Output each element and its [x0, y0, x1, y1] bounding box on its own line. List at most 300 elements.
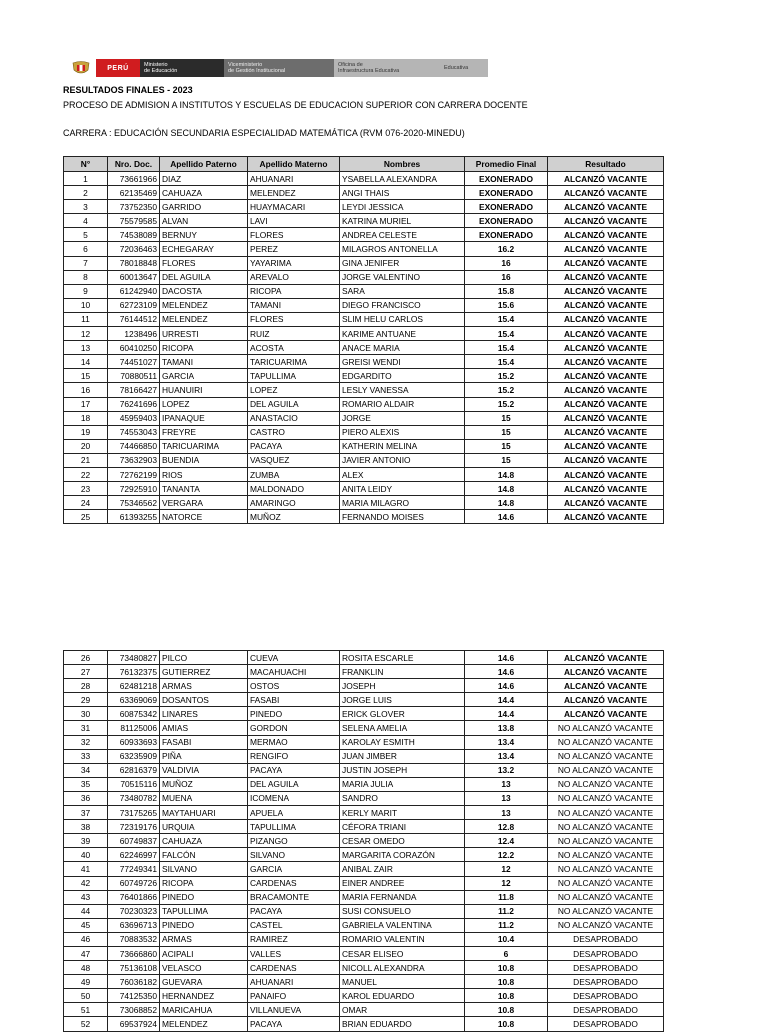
- cell-resultado: NO ALCANZÓ VACANTE: [548, 749, 664, 763]
- cell-nombres: MANUEL: [340, 975, 465, 989]
- cell-resultado: NO ALCANZÓ VACANTE: [548, 918, 664, 932]
- cell-number: 18: [64, 411, 108, 425]
- cell-apellido-materno: SILVANO: [248, 848, 340, 862]
- cell-nombres: DIEGO FRANCISCO: [340, 298, 465, 312]
- cell-apellido-paterno: MARICAHUA: [160, 1003, 248, 1017]
- cell-apellido-paterno: GARRIDO: [160, 200, 248, 214]
- cell-apellido-materno: BRACAMONTE: [248, 890, 340, 904]
- table-row: [64, 651, 664, 665]
- table-row: [64, 453, 664, 467]
- cell-resultado: NO ALCANZÓ VACANTE: [548, 876, 664, 890]
- ministry-header: [66, 59, 490, 77]
- cell-doc: 76144512: [108, 312, 160, 326]
- table-row: [64, 327, 664, 341]
- cell-nombres: ROMARIO VALENTIN: [340, 932, 465, 946]
- table-row: [64, 312, 664, 326]
- cell-apellido-paterno: ARMAS: [160, 679, 248, 693]
- table-row: [64, 791, 664, 805]
- cell-number: 49: [64, 975, 108, 989]
- cell-apellido-paterno: CAHUAZA: [160, 186, 248, 200]
- cell-doc: 72319176: [108, 820, 160, 834]
- table-row: [64, 834, 664, 848]
- cell-apellido-paterno: FLORES: [160, 256, 248, 270]
- table-row: [64, 777, 664, 791]
- cell-apellido-materno: TAPULLIMA: [248, 369, 340, 383]
- cell-promedio: 10.8: [465, 1003, 548, 1017]
- cell-nombres: KARIME ANTUANE: [340, 327, 465, 341]
- table-row: [64, 763, 664, 777]
- cell-apellido-paterno: FASABI: [160, 735, 248, 749]
- cell-promedio: 12: [465, 876, 548, 890]
- cell-promedio: 15.2: [465, 397, 548, 411]
- table-header-row: [64, 157, 664, 172]
- cell-doc: 73666860: [108, 946, 160, 960]
- cell-number: 36: [64, 791, 108, 805]
- cell-number: 26: [64, 651, 108, 665]
- table-row: [64, 510, 664, 524]
- cell-number: 33: [64, 749, 108, 763]
- cell-doc: 62723109: [108, 298, 160, 312]
- cell-number: 2: [64, 186, 108, 200]
- cell-doc: 70515116: [108, 777, 160, 791]
- table-row: [64, 989, 664, 1003]
- cell-apellido-paterno: TAPULLIMA: [160, 904, 248, 918]
- cell-promedio: 15.2: [465, 383, 548, 397]
- cell-promedio: 15.6: [465, 298, 548, 312]
- cell-nombres: ALEX: [340, 467, 465, 481]
- table-row: [64, 228, 664, 242]
- cell-promedio: 12.8: [465, 820, 548, 834]
- cell-apellido-paterno: MAYTAHUARI: [160, 806, 248, 820]
- peru-shield-icon: [66, 59, 96, 77]
- cell-apellido-paterno: MELENDEZ: [160, 312, 248, 326]
- cell-apellido-materno: ICOMENA: [248, 791, 340, 805]
- cell-doc: 78018848: [108, 256, 160, 270]
- cell-promedio: 15.4: [465, 327, 548, 341]
- cell-apellido-materno: OSTOS: [248, 679, 340, 693]
- col-header-apellido-paterno: Apellido Paterno: [160, 157, 248, 172]
- cell-apellido-materno: FASABI: [248, 693, 340, 707]
- cell-apellido-paterno: CAHUAZA: [160, 834, 248, 848]
- cell-apellido-paterno: TAMANI: [160, 355, 248, 369]
- cell-resultado: NO ALCANZÓ VACANTE: [548, 806, 664, 820]
- cell-doc: 75579585: [108, 214, 160, 228]
- cell-promedio: 12.4: [465, 834, 548, 848]
- table-row: [64, 256, 664, 270]
- cell-number: 44: [64, 904, 108, 918]
- cell-nombres: MARGARITA CORAZÓN: [340, 848, 465, 862]
- cell-number: 40: [64, 848, 108, 862]
- cell-promedio: 10.8: [465, 975, 548, 989]
- table-row: [64, 214, 664, 228]
- cell-apellido-materno: HUAYMACARI: [248, 200, 340, 214]
- col-header-nombres: Nombres: [340, 157, 465, 172]
- table-row: [64, 946, 664, 960]
- cell-number: 9: [64, 284, 108, 298]
- table-row: [64, 425, 664, 439]
- table-row: [64, 932, 664, 946]
- cell-resultado: ALCANZÓ VACANTE: [548, 383, 664, 397]
- cell-apellido-paterno: BERNUY: [160, 228, 248, 242]
- cell-resultado: ALCANZÓ VACANTE: [548, 242, 664, 256]
- cell-promedio: 11.2: [465, 904, 548, 918]
- cell-resultado: NO ALCANZÓ VACANTE: [548, 834, 664, 848]
- cell-nombres: KATRINA MURIEL: [340, 214, 465, 228]
- cell-doc: 74538089: [108, 228, 160, 242]
- table-row: [64, 270, 664, 284]
- cell-apellido-materno: PIZANGO: [248, 834, 340, 848]
- cell-apellido-materno: AHUANARI: [248, 975, 340, 989]
- cell-resultado: NO ALCANZÓ VACANTE: [548, 904, 664, 918]
- cell-apellido-paterno: PINEDO: [160, 890, 248, 904]
- table-row: [64, 806, 664, 820]
- cell-number: 30: [64, 707, 108, 721]
- cell-apellido-paterno: VERGARA: [160, 496, 248, 510]
- cell-nombres: LEYDI JESSICA: [340, 200, 465, 214]
- table-row: [64, 172, 664, 186]
- cell-doc: 74451027: [108, 355, 160, 369]
- table-row: [64, 496, 664, 510]
- cell-number: 7: [64, 256, 108, 270]
- table-row: [64, 848, 664, 862]
- cell-resultado: ALCANZÓ VACANTE: [548, 397, 664, 411]
- cell-doc: 72036463: [108, 242, 160, 256]
- cell-nombres: JUSTIN JOSEPH: [340, 763, 465, 777]
- cell-apellido-paterno: RICOPA: [160, 876, 248, 890]
- cell-resultado: ALCANZÓ VACANTE: [548, 327, 664, 341]
- cell-resultado: ALCANZÓ VACANTE: [548, 256, 664, 270]
- table-row: [64, 467, 664, 481]
- cell-promedio: 15.4: [465, 355, 548, 369]
- cell-apellido-paterno: DACOSTA: [160, 284, 248, 298]
- cell-resultado: ALCANZÓ VACANTE: [548, 312, 664, 326]
- cell-promedio: 15: [465, 453, 548, 467]
- cell-apellido-materno: TAMANI: [248, 298, 340, 312]
- cell-apellido-materno: PINEDO: [248, 707, 340, 721]
- col-header-apellido-materno: Apellido Materno: [248, 157, 340, 172]
- cell-apellido-materno: CUEVA: [248, 651, 340, 665]
- cell-promedio: 13.2: [465, 763, 548, 777]
- cell-promedio: 16.2: [465, 242, 548, 256]
- cell-resultado: DESAPROBADO: [548, 961, 664, 975]
- cell-apellido-paterno: URRESTI: [160, 327, 248, 341]
- cell-promedio: EXONERADO: [465, 172, 548, 186]
- cell-nombres: JORGE LUIS: [340, 693, 465, 707]
- cell-apellido-materno: PANAIFO: [248, 989, 340, 1003]
- cell-number: 45: [64, 918, 108, 932]
- cell-number: 15: [64, 369, 108, 383]
- cell-number: 3: [64, 200, 108, 214]
- cell-number: 24: [64, 496, 108, 510]
- cell-apellido-paterno: VELASCO: [160, 961, 248, 975]
- cell-doc: 72925910: [108, 482, 160, 496]
- cell-resultado: ALCANZÓ VACANTE: [548, 439, 664, 453]
- cell-apellido-paterno: AMIAS: [160, 721, 248, 735]
- cell-number: 21: [64, 453, 108, 467]
- table-row: [64, 918, 664, 932]
- cell-doc: 63369069: [108, 693, 160, 707]
- cell-apellido-paterno: ECHEGARAY: [160, 242, 248, 256]
- cell-resultado: NO ALCANZÓ VACANTE: [548, 848, 664, 862]
- cell-promedio: 14.6: [465, 510, 548, 524]
- cell-promedio: 13: [465, 777, 548, 791]
- cell-promedio: 12.2: [465, 848, 548, 862]
- cell-apellido-materno: APUELA: [248, 806, 340, 820]
- cell-apellido-materno: TAPULLIMA: [248, 820, 340, 834]
- cell-apellido-paterno: DIAZ: [160, 172, 248, 186]
- cell-promedio: EXONERADO: [465, 214, 548, 228]
- cell-number: 16: [64, 383, 108, 397]
- cell-apellido-paterno: RICOPA: [160, 341, 248, 355]
- cell-promedio: 6: [465, 946, 548, 960]
- cell-doc: 72762199: [108, 467, 160, 481]
- cell-number: 19: [64, 425, 108, 439]
- cell-apellido-materno: MACAHUACHI: [248, 665, 340, 679]
- cell-nombres: SARA: [340, 284, 465, 298]
- cell-nombres: MARIA FERNANDA: [340, 890, 465, 904]
- cell-apellido-paterno: ALVAN: [160, 214, 248, 228]
- cell-nombres: YSABELLA ALEXANDRA: [340, 172, 465, 186]
- cell-apellido-materno: VASQUEZ: [248, 453, 340, 467]
- cell-number: 10: [64, 298, 108, 312]
- cell-apellido-paterno: MUENA: [160, 791, 248, 805]
- cell-apellido-materno: YAYARIMA: [248, 256, 340, 270]
- cell-nombres: ANDREA CELESTE: [340, 228, 465, 242]
- cell-promedio: 10.8: [465, 989, 548, 1003]
- cell-apellido-paterno: RIOS: [160, 467, 248, 481]
- cell-doc: 61393255: [108, 510, 160, 524]
- cell-resultado: ALCANZÓ VACANTE: [548, 453, 664, 467]
- cell-number: 23: [64, 482, 108, 496]
- cell-nombres: JAVIER ANTONIO: [340, 453, 465, 467]
- table-row: [64, 735, 664, 749]
- cell-nombres: JOSEPH: [340, 679, 465, 693]
- table-row: [64, 862, 664, 876]
- cell-number: 46: [64, 932, 108, 946]
- cell-apellido-paterno: FREYRE: [160, 425, 248, 439]
- cell-resultado: ALCANZÓ VACANTE: [548, 214, 664, 228]
- cell-apellido-materno: TARICUARIMA: [248, 355, 340, 369]
- cell-nombres: MARIA MILAGRO: [340, 496, 465, 510]
- cell-promedio: 14.6: [465, 665, 548, 679]
- cell-number: 13: [64, 341, 108, 355]
- cell-doc: 45959403: [108, 411, 160, 425]
- cell-nombres: FERNANDO MOISES: [340, 510, 465, 524]
- table-row: [64, 298, 664, 312]
- carrera-label: CARRERA : EDUCACIÓN SECUNDARIA ESPECIALIDAD MATEMÁTICA (RVM 076-2020-MINEDU): [63, 128, 465, 138]
- cell-resultado: ALCANZÓ VACANTE: [548, 467, 664, 481]
- peru-label: PERÚ: [96, 59, 140, 77]
- cell-doc: 60875342: [108, 707, 160, 721]
- cell-promedio: 13.4: [465, 749, 548, 763]
- table-row: [64, 961, 664, 975]
- cell-apellido-materno: PACAYA: [248, 904, 340, 918]
- col-header-resultado: Resultado: [548, 157, 664, 172]
- cell-promedio: 15.4: [465, 341, 548, 355]
- cell-apellido-paterno: DEL AGUILA: [160, 270, 248, 284]
- page-title: RESULTADOS FINALES - 2023: [63, 85, 193, 95]
- oficina-label: Oficina de Infraestructura Educativa: [334, 59, 442, 77]
- cell-resultado: ALCANZÓ VACANTE: [548, 496, 664, 510]
- cell-apellido-paterno: URQUIA: [160, 820, 248, 834]
- cell-resultado: ALCANZÓ VACANTE: [548, 284, 664, 298]
- cell-promedio: 16: [465, 256, 548, 270]
- cell-resultado: ALCANZÓ VACANTE: [548, 172, 664, 186]
- cell-doc: 60749837: [108, 834, 160, 848]
- cell-nombres: SLIM HELU CARLOS: [340, 312, 465, 326]
- cell-apellido-materno: GARCIA: [248, 862, 340, 876]
- table-row: [64, 904, 664, 918]
- cell-resultado: DESAPROBADO: [548, 989, 664, 1003]
- cell-number: 51: [64, 1003, 108, 1017]
- cell-resultado: NO ALCANZÓ VACANTE: [548, 735, 664, 749]
- cell-apellido-materno: CASTRO: [248, 425, 340, 439]
- cell-apellido-materno: CASTEL: [248, 918, 340, 932]
- cell-doc: 70883532: [108, 932, 160, 946]
- cell-resultado: DESAPROBADO: [548, 946, 664, 960]
- cell-apellido-materno: RENGIFO: [248, 749, 340, 763]
- cell-number: 43: [64, 890, 108, 904]
- cell-apellido-paterno: MELENDEZ: [160, 1017, 248, 1031]
- cell-number: 11: [64, 312, 108, 326]
- cell-doc: 69537924: [108, 1017, 160, 1031]
- cell-resultado: ALCANZÓ VACANTE: [548, 425, 664, 439]
- cell-nombres: CÉFORA TRIANI: [340, 820, 465, 834]
- cell-resultado: NO ALCANZÓ VACANTE: [548, 777, 664, 791]
- cell-apellido-paterno: SILVANO: [160, 862, 248, 876]
- cell-apellido-materno: RAMIREZ: [248, 932, 340, 946]
- table-row: [64, 200, 664, 214]
- cell-resultado: ALCANZÓ VACANTE: [548, 482, 664, 496]
- table-row: [64, 284, 664, 298]
- cell-apellido-materno: VILLANUEVA: [248, 1003, 340, 1017]
- educativa-label: Educativa: [442, 59, 488, 77]
- cell-apellido-materno: PACAYA: [248, 1017, 340, 1031]
- cell-doc: 63696713: [108, 918, 160, 932]
- cell-doc: 75346562: [108, 496, 160, 510]
- cell-apellido-paterno: IPANAQUE: [160, 411, 248, 425]
- cell-apellido-materno: PACAYA: [248, 763, 340, 777]
- cell-apellido-materno: DEL AGUILA: [248, 397, 340, 411]
- cell-apellido-materno: CARDENAS: [248, 961, 340, 975]
- cell-apellido-materno: MALDONADO: [248, 482, 340, 496]
- cell-nombres: GREISI WENDI: [340, 355, 465, 369]
- cell-resultado: ALCANZÓ VACANTE: [548, 341, 664, 355]
- cell-doc: 62135469: [108, 186, 160, 200]
- table-row: [64, 890, 664, 904]
- table-row: [64, 242, 664, 256]
- cell-apellido-materno: ANASTACIO: [248, 411, 340, 425]
- cell-promedio: 15.4: [465, 312, 548, 326]
- table-row: [64, 820, 664, 834]
- cell-nombres: MILAGROS ANTONELLA: [340, 242, 465, 256]
- cell-resultado: NO ALCANZÓ VACANTE: [548, 763, 664, 777]
- cell-apellido-materno: CARDENAS: [248, 876, 340, 890]
- cell-nombres: SELENA AMELIA: [340, 721, 465, 735]
- cell-doc: 76401866: [108, 890, 160, 904]
- page-subtitle: PROCESO DE ADMISION A INSTITUTOS Y ESCUELAS DE EDUCACION SUPERIOR CON CARRERA DOCENTE: [63, 100, 528, 110]
- cell-promedio: EXONERADO: [465, 186, 548, 200]
- table-row: [64, 411, 664, 425]
- table-row: [64, 975, 664, 989]
- cell-number: 22: [64, 467, 108, 481]
- cell-promedio: 14.8: [465, 467, 548, 481]
- cell-doc: 73175265: [108, 806, 160, 820]
- table-row: [64, 876, 664, 890]
- cell-nombres: GABRIELA VALENTINA: [340, 918, 465, 932]
- cell-apellido-paterno: PILCO: [160, 651, 248, 665]
- cell-doc: 62816379: [108, 763, 160, 777]
- cell-nombres: KERLY MARIT: [340, 806, 465, 820]
- cell-apellido-materno: RICOPA: [248, 284, 340, 298]
- cell-nombres: EDGARDITO: [340, 369, 465, 383]
- cell-doc: 77249341: [108, 862, 160, 876]
- cell-nombres: ANACE MARIA: [340, 341, 465, 355]
- cell-apellido-paterno: BUENDIA: [160, 453, 248, 467]
- cell-number: 52: [64, 1017, 108, 1031]
- cell-nombres: KATHERIN MELINA: [340, 439, 465, 453]
- cell-doc: 1238496: [108, 327, 160, 341]
- cell-number: 20: [64, 439, 108, 453]
- cell-doc: 60749726: [108, 876, 160, 890]
- cell-resultado: ALCANZÓ VACANTE: [548, 270, 664, 284]
- cell-apellido-paterno: LINARES: [160, 707, 248, 721]
- cell-promedio: 15: [465, 425, 548, 439]
- cell-number: 37: [64, 806, 108, 820]
- cell-apellido-materno: AHUANARI: [248, 172, 340, 186]
- cell-nombres: KAROL EDUARDO: [340, 989, 465, 1003]
- cell-promedio: 15.2: [465, 369, 548, 383]
- cell-promedio: 14.4: [465, 693, 548, 707]
- cell-promedio: 14.4: [465, 707, 548, 721]
- table-row: [64, 186, 664, 200]
- table-row: [64, 383, 664, 397]
- cell-number: 50: [64, 989, 108, 1003]
- cell-apellido-paterno: HERNANDEZ: [160, 989, 248, 1003]
- table-row: [64, 693, 664, 707]
- cell-apellido-materno: RUIZ: [248, 327, 340, 341]
- cell-promedio: 10.4: [465, 932, 548, 946]
- cell-resultado: ALCANZÓ VACANTE: [548, 679, 664, 693]
- cell-resultado: NO ALCANZÓ VACANTE: [548, 791, 664, 805]
- cell-promedio: 14.8: [465, 496, 548, 510]
- cell-number: 47: [64, 946, 108, 960]
- cell-apellido-materno: FLORES: [248, 312, 340, 326]
- cell-promedio: EXONERADO: [465, 200, 548, 214]
- cell-doc: 60410250: [108, 341, 160, 355]
- cell-doc: 73480782: [108, 791, 160, 805]
- cell-resultado: DESAPROBADO: [548, 1017, 664, 1031]
- cell-doc: 74553043: [108, 425, 160, 439]
- cell-apellido-paterno: VALDIVIA: [160, 763, 248, 777]
- cell-number: 27: [64, 665, 108, 679]
- cell-apellido-materno: VALLES: [248, 946, 340, 960]
- cell-apellido-paterno: PINEDO: [160, 918, 248, 932]
- cell-promedio: 11.2: [465, 918, 548, 932]
- cell-resultado: ALCANZÓ VACANTE: [548, 651, 664, 665]
- cell-promedio: 14.6: [465, 679, 548, 693]
- cell-nombres: JORGE VALENTINO: [340, 270, 465, 284]
- cell-nombres: SUSI CONSUELO: [340, 904, 465, 918]
- cell-resultado: NO ALCANZÓ VACANTE: [548, 721, 664, 735]
- cell-nombres: ANGI THAIS: [340, 186, 465, 200]
- cell-number: 17: [64, 397, 108, 411]
- cell-doc: 73480827: [108, 651, 160, 665]
- table-row: [64, 341, 664, 355]
- cell-nombres: FRANKLIN: [340, 665, 465, 679]
- cell-apellido-materno: FLORES: [248, 228, 340, 242]
- cell-doc: 62246997: [108, 848, 160, 862]
